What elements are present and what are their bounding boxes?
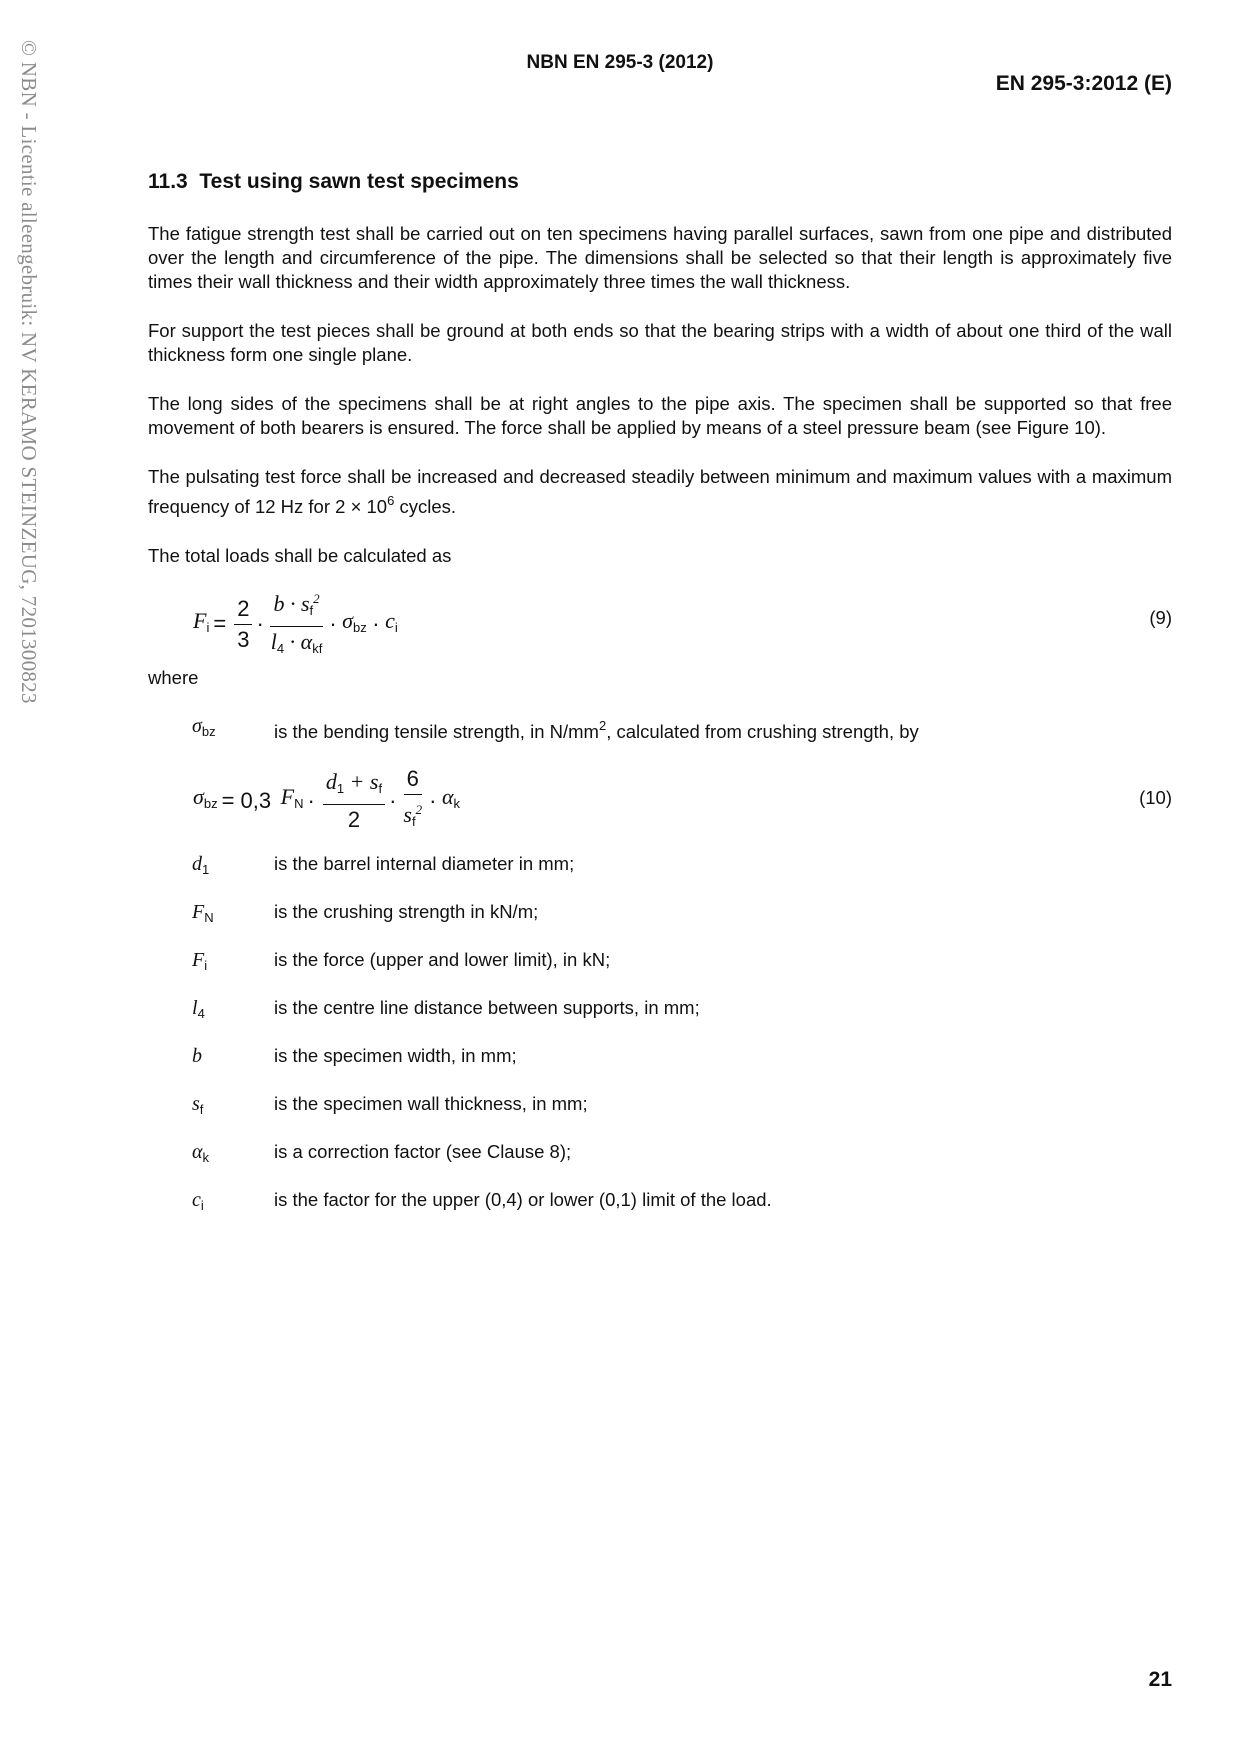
- definition-text: is the bending tensile strength, in $N/mm^2$, calculated from crushing strength, by: [274, 718, 919, 742]
- paragraph-test-force: [148, 465, 1172, 519]
- definition-symbol: $\alpha_k$: [192, 1141, 209, 1165]
- test-force-text: The pulsating test force shall be increased and decreased steadily between minimum and maximum values with a maximum frequency of 12 Hz for 2 × 10: [148, 466, 1172, 517]
- watermark-text: © NBN - Licentie alleengebruik: NV KERAMO STEINZEUG, 7201300823: [17, 40, 41, 704]
- exponent: 6: [387, 493, 395, 508]
- definition-row: [148, 1086, 1172, 1134]
- definition-text: is the specimen width, in mm;: [274, 1045, 517, 1066]
- definition-symbol: $l_4$: [192, 997, 205, 1021]
- paragraph-orientation: The long sides of the specimens shall be at right angles to the pipe axis. The specimen shall be supported so that free movement of both bearers is ensured. The force shall be applied by means of a steel pressure beam (see Figure 10).: [148, 393, 1172, 438]
- definition-text: is the centre line distance between supports, in mm;: [274, 997, 700, 1018]
- definition-row: [148, 990, 1172, 1038]
- definition-row: [148, 942, 1172, 990]
- equation-9-number: (9): [1149, 607, 1172, 628]
- section-number: 11.3: [148, 170, 188, 193]
- symbol-sigma-bz: $\sigma_{bz}$: [192, 715, 216, 739]
- definition-row: [148, 1182, 1172, 1230]
- page-content: [148, 170, 1172, 1230]
- definition-symbol: $s_f$: [192, 1093, 204, 1117]
- definition-row: [148, 846, 1172, 894]
- paragraph-specimens: The fatigue strength test shall be carried out on ten specimens having parallel surfaces, sawn from one pipe and distributed over the length and circumference of the pipe. The dimensions shall be selected so that their length is approximately five times their wall thickness and their width approximately three times the wall thickness.: [148, 223, 1172, 292]
- definition-symbol: $d_1$: [192, 853, 210, 877]
- definition-sigma: [148, 708, 1172, 756]
- definition-text: is the force (upper and lower limit), in kN;: [274, 949, 611, 970]
- section-heading: [148, 170, 1172, 194]
- test-force-text-end: cycles.: [394, 496, 457, 517]
- page-number: 21: [1148, 1668, 1172, 1691]
- definition-row: [148, 1038, 1172, 1086]
- definition-row: [148, 1134, 1172, 1182]
- license-watermark: [0, 0, 60, 1754]
- header-standard-id: NBN EN 295-3 (2012): [526, 52, 714, 73]
- definition-row: [148, 894, 1172, 942]
- definition-text: is the specimen wall thickness, in mm;: [274, 1093, 588, 1114]
- section-title: Test using sawn test specimens: [199, 170, 519, 193]
- definition-text: is the factor for the upper (0,4) or lower (0,1) limit of the load.: [274, 1189, 772, 1210]
- equation-10: [148, 756, 1172, 846]
- definition-symbol: b: [192, 1045, 202, 1067]
- definition-symbol: $F_N$: [192, 901, 214, 925]
- definition-symbol: $c_i$: [192, 1189, 204, 1213]
- definitions-list: [148, 846, 1172, 1230]
- definition-text: is the barrel internal diameter in mm;: [274, 853, 575, 874]
- equation-9: [148, 576, 1172, 666]
- paragraph-support: For support the test pieces shall be ground at both ends so that the bearing strips with a width of about one third of the wall thickness form one single plane.: [148, 320, 1172, 365]
- definition-symbol: $F_i$: [192, 949, 208, 973]
- definition-text: is the crushing strength in kN/m;: [274, 901, 539, 922]
- paragraph-total-loads: The total loads shall be calculated as: [148, 545, 452, 566]
- definition-text: is a correction factor (see Clause 8);: [274, 1141, 572, 1162]
- where-label: where: [148, 667, 199, 688]
- equation-10-formula: $\sigma_{bz}$ = 0,3 $F_N$ · $\frac{d_1 + s_f}{2}$ · $\frac{6}{s_f^2}$ · $\alpha_k$: [193, 766, 460, 832]
- equation-10-number: (10): [1139, 787, 1172, 808]
- equation-9-formula: $F_i$ = $\frac{2}{3}$ · $\frac{b \cdot s_f^2}{l_4 \cdot \alpha_{kf}}$ · $\sigma_{bz}$ · $c_i$: [193, 586, 398, 662]
- header-document-id: EN 295-3:2012 (E): [995, 72, 1172, 95]
